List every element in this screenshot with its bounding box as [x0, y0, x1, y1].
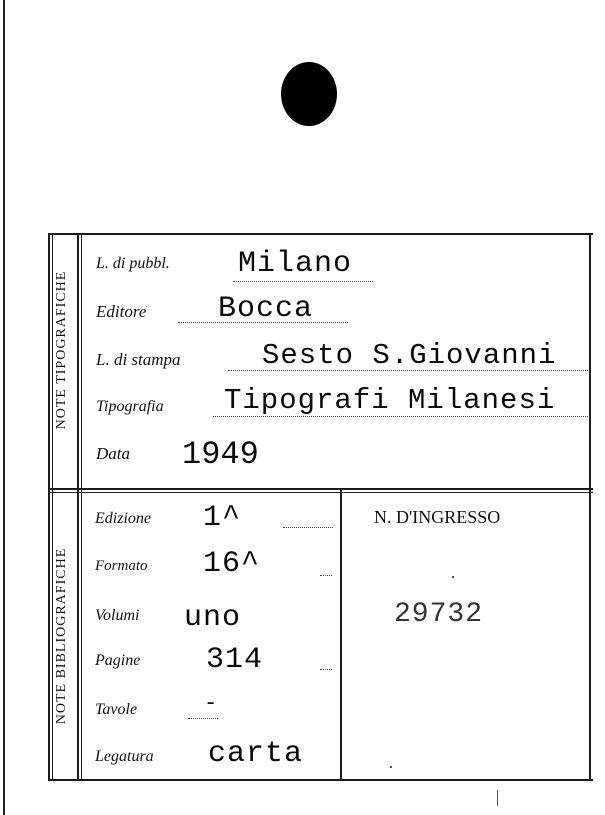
field-label: Editore — [96, 302, 147, 321]
ink-speck — [390, 766, 392, 768]
ink-speck — [452, 576, 454, 578]
field-label: L. di stampa — [96, 350, 181, 369]
frame-left-inner — [52, 233, 53, 781]
field-label: Pagine — [95, 652, 141, 669]
field-label: Edizione — [95, 510, 151, 527]
dotted-line — [320, 669, 332, 670]
field-value: 1^ — [203, 501, 242, 535]
dotted-line — [188, 718, 218, 719]
sidebar-separator — [77, 233, 79, 781]
field-value: Bocca — [218, 292, 314, 326]
field-value: carta — [208, 737, 304, 771]
field-value: 314 — [206, 643, 264, 677]
note-tipografiche-title: NOTE TIPOGRAFICHE — [54, 270, 69, 430]
frame-bottom — [48, 779, 593, 781]
field-value: 16^ — [203, 547, 261, 581]
punch-hole — [281, 62, 337, 126]
note-bibliografiche-title: NOTE BIBLIOGRAFICHE — [54, 547, 69, 725]
dotted-line — [283, 527, 333, 528]
field-value: uno — [184, 601, 242, 635]
library-catalog-card — [48, 233, 593, 781]
dotted-line — [320, 575, 332, 576]
field-label: Data — [96, 444, 130, 463]
card-left-edge — [3, 0, 5, 815]
dotted-line — [233, 281, 373, 282]
field-value: 1949 — [182, 436, 259, 473]
field-value: Tipografi Milanesi — [224, 384, 556, 417]
section-divider-inner — [48, 492, 593, 493]
frame-left — [48, 233, 50, 781]
field-label: Formato — [95, 558, 148, 574]
field-label: L. di pubbl. — [96, 255, 170, 272]
ingresso-number: 29732 — [394, 599, 484, 630]
field-value: Milano — [238, 247, 353, 281]
ingresso-column-divider — [340, 490, 342, 781]
field-label: Tipografia — [96, 398, 164, 415]
sidebar-separator-inner — [81, 233, 82, 781]
field-value: Sesto S.Giovanni — [262, 339, 557, 372]
frame-right — [589, 233, 591, 781]
frame-top — [48, 233, 593, 235]
ingresso-title: N. D'INGRESSO — [374, 507, 501, 527]
field-label: Volumi — [95, 607, 140, 624]
field-value: - — [204, 691, 219, 716]
field-label: Tavole — [95, 701, 138, 718]
ink-speck — [497, 790, 498, 806]
section-divider — [48, 488, 593, 490]
field-label: Legatura — [95, 748, 154, 765]
